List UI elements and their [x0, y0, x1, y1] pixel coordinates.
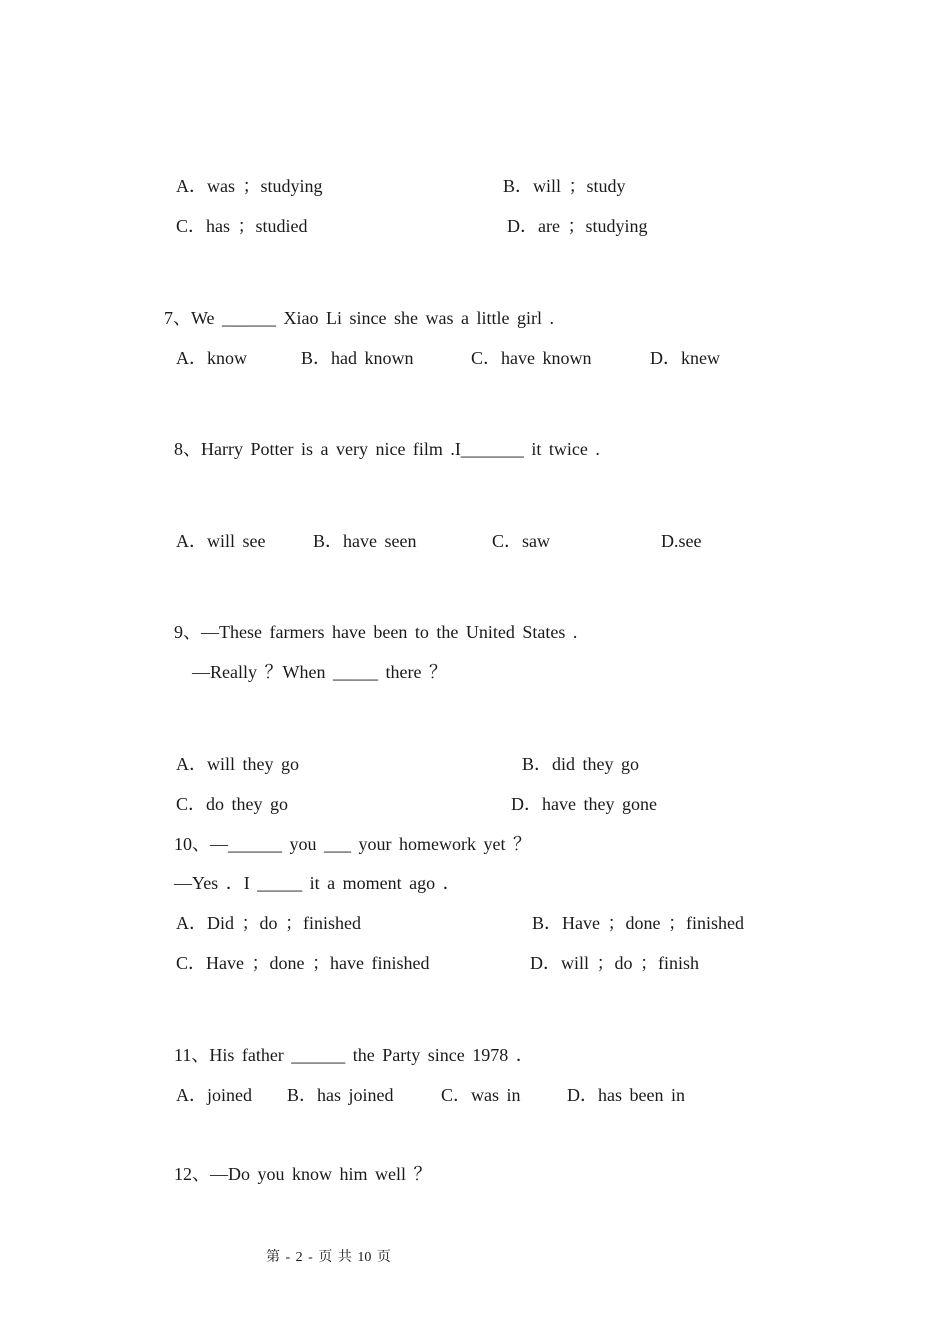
q6-option-a: A．was ；studying — [176, 176, 323, 196]
q9-stem-reply: —Really ？When _____ there ？ — [192, 662, 447, 682]
page-number-footer: 第 - 2 - 页 共 10 页 — [266, 1250, 391, 1265]
q6-option-d: D．are ；studying — [507, 216, 648, 236]
q10-stem: 10、—______ you ___ your homework yet ？ — [174, 834, 531, 854]
q10-option-c: C．Have ；done ；have finished — [176, 953, 430, 973]
q7-option-c: C．have known — [471, 348, 592, 368]
q10-option-b: B．Have ；done ；finished — [532, 913, 744, 933]
q11-stem: 11、His father ______ the Party since 1978 ． — [174, 1045, 534, 1065]
q9-option-d: D．have they gone — [511, 794, 657, 814]
q7-option-b: B．had known — [301, 348, 414, 368]
q8-option-b: B．have seen — [313, 531, 417, 551]
q9-stem: 9、—These farmers have been to the United States . — [174, 622, 578, 642]
q11-option-c: C．was in — [441, 1085, 521, 1105]
q10-stem-reply: —Yes ．I _____ it a moment ago ． — [174, 873, 461, 893]
q9-option-a: A．will they go — [176, 754, 299, 774]
q8-option-d: D.see — [661, 531, 702, 551]
q7-option-d: D．knew — [650, 348, 720, 368]
q11-option-a: A．joined — [176, 1085, 252, 1105]
q8-stem: 8、Harry Potter is a very nice film .I_______ it twice . — [174, 439, 600, 459]
q11-option-b: B．has joined — [287, 1085, 394, 1105]
q10-option-d: D．will ；do ；finish — [530, 953, 700, 973]
q11-option-d: D．has been in — [567, 1085, 685, 1105]
q8-option-c: C．saw — [492, 531, 550, 551]
q6-option-b: B．will ；study — [503, 176, 626, 196]
q10-option-a: A．Did ；do ；finished — [176, 913, 361, 933]
q7-option-a: A．know — [176, 348, 247, 368]
q7-stem: 7、We ______ Xiao Li since she was a little girl . — [164, 308, 554, 328]
q6-option-c: C．has ；studied — [176, 216, 308, 236]
q9-option-b: B．did they go — [522, 754, 639, 774]
q9-option-c: C．do they go — [176, 794, 288, 814]
q8-option-a: A．will see — [176, 531, 266, 551]
q12-stem: 12、—Do you know him well ？ — [174, 1164, 432, 1184]
